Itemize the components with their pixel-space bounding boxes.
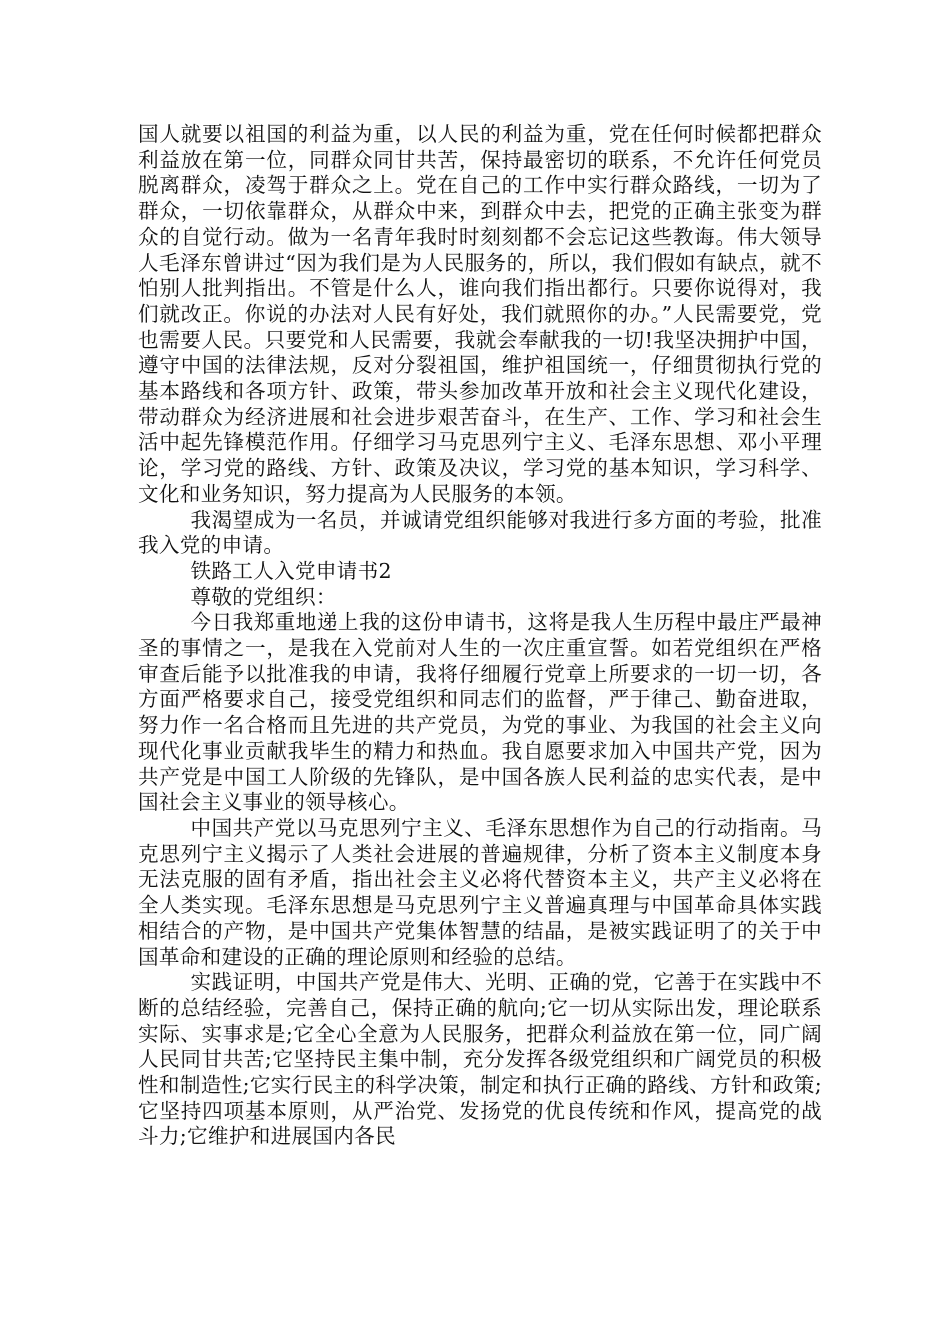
document-body [138, 122, 822, 1150]
paragraph-3: 今日我郑重地递上我的这份申请书，这将是我人生历程中最庄严最神圣的事情之一，是我在入党前对人生的一次庄重宣誓。如若党组织在严格审查后能予以批准我的申请，我将仔细履行党章上所要求的一切一切，各方面严格要求自己，接受党组织和同志们的监督，严于律己、勤奋进取，努力作一名合格而且先进的共产党员，为党的事业、为我国的社会主义向现代化事业贡献我毕生的精力和热血。我自愿要求加入中国共产党，因为共产党是中国工人阶级的先锋队，是中国各族人民利益的忠实代表，是中国社会主义事业的领导核心。 [138, 610, 822, 815]
paragraph-2: 我渴望成为一名员，并诚请党组织能够对我进行多方面的考验，批准我入党的申请。 [138, 507, 822, 558]
section-heading: 铁路工人入党申请书2 [190, 558, 392, 583]
salutation: 尊敬的党组织： [190, 584, 337, 609]
paragraph-5: 实践证明，中国共产党是伟大、光明、正确的党，它善于在实践中不断的总结经验，完善自己，保持正确的航向;它一切从实际出发，理论联系实际、实事求是;它全心全意为人民服务，把群众利益放在第一位，同广阔人民同甘共苦;它坚持民主集中制，充分发挥各级党组织和广阔党员的积极性和制造性;它实行民主的科学决策，制定和执行正确的路线、方针和政策;它坚持四项基本原则，从严治党、发扬党的优良传统和作风，提高党的战斗力;它维护和进展国内各民 [138, 970, 822, 1149]
paragraph-4: 中国共产党以马克思列宁主义、毛泽东思想作为自己的行动指南。马克思列宁主义揭示了人类社会进展的普遍规律，分析了资本主义制度本身无法克服的固有矛盾，指出社会主义必将代替资本主义，共产主义必将在全人类实现。毛泽东思想是马克思列宁主义普遍真理与中国革命具体实践相结合的产物，是中国共产党集体智慧的结晶，是被实践证明了的关于中国革命和建设的正确的理论原则和经验的总结。 [138, 815, 822, 969]
paragraph-1: 国人就要以祖国的利益为重，以人民的利益为重，党在任何时候都把群众利益放在第一位，同群众同甘共苦，保持最密切的联系，不允许任何党员脱离群众，凌驾于群众之上。党在自己的工作中实行群众路线，一切为了群众，一切依靠群众，从群众中来，到群众中去，把党的正确主张变为群众的自觉行动。做为一名青年我时时刻刻都不会忘记这些教诲。伟大领导人毛泽东曾讲过“因为我们是为人民服务的，所以，我们假如有缺点，就不怕别人批判指出。不管是什么人，谁向我们指出都行。只要你说得对，我们就改正。你说的办法对人民有好处，我们就照你的办。”人民需要党，党也需要人民。只要党和人民需要，我就会奉献我的一切!我坚决拥护中国，遵守中国的法律法规，反对分裂祖国，维护祖国统一，仔细贯彻执行党的基本路线和各项方针、政策，带头参加改革开放和社会主义现代化建设，带动群众为经济进展和社会进步艰苦奋斗，在生产、工作、学习和社会生活中起先锋模范作用。仔细学习马克思列宁主义、毛泽东思想、邓小平理论，学习党的路线、方针、政策及决议，学习党的基本知识，学习科学、文化和业务知识，努力提高为人民服务的本领。 [138, 122, 822, 506]
